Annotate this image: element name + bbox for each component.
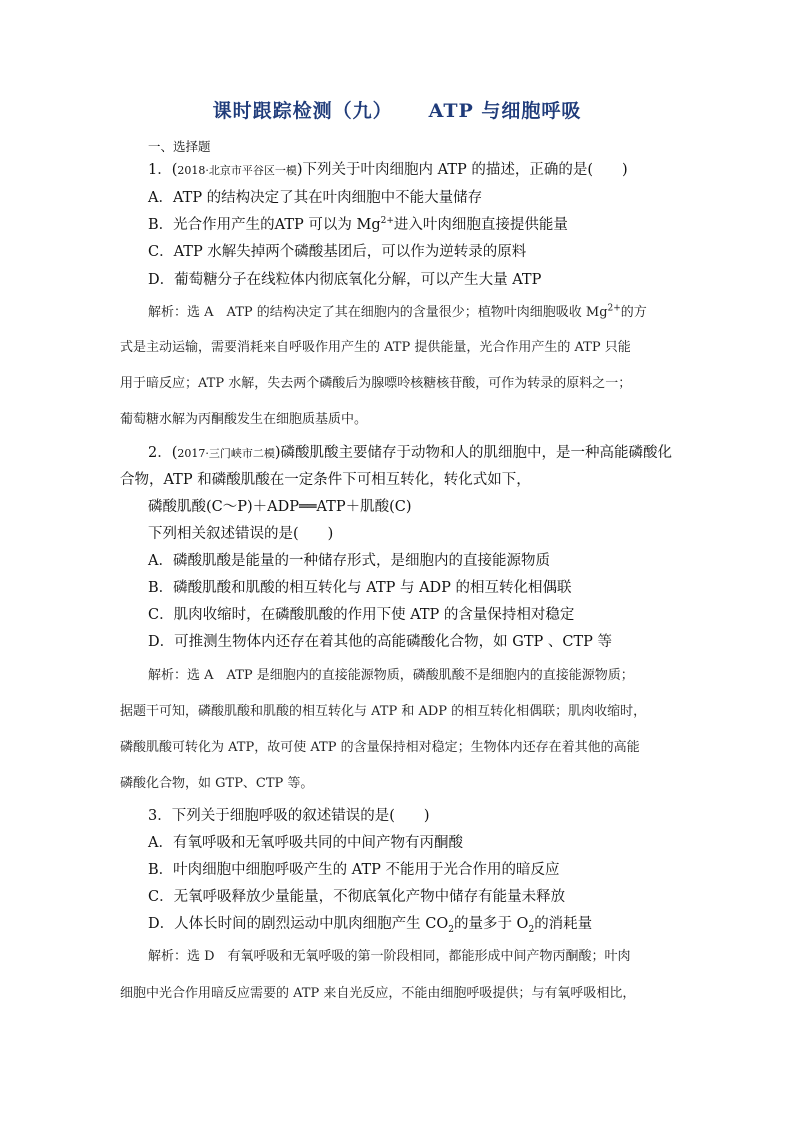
- section-heading: 一、选择题: [148, 139, 211, 154]
- question-1-analysis-line-2: 式是主动运输，需要消耗来自呼吸作用产生的 ATP 提供能量，光合作用产生的 ATP 只能: [120, 340, 631, 355]
- question-3-option-b: B．叶肉细胞中细胞呼吸产生的 ATP 不能用于光合作用的暗反应: [148, 862, 560, 878]
- question-3-option-d: D．人体长时间的剧烈运动中肌肉细胞产生 $CO_2$的量多于 $O_2$的消耗量: [148, 916, 593, 935]
- question-3-stem: 3．下列关于细胞呼吸的叙述错误的是( ): [148, 808, 430, 824]
- question-2-source: 2017·三门峡市二模: [177, 447, 275, 460]
- question-1-option-a: A．ATP 的结构决定了其在叶肉细胞中不能大量储存: [148, 190, 483, 206]
- question-2-option-d: D．可推测生物体内还存在着其他的高能磷酸化合物，如 GTP 、CTP 等: [148, 634, 612, 650]
- question-2-analysis-line-3: 磷酸肌酸可转化为 ATP，故可使 ATP 的含量保持相对稳定；生物体内还存在着其他的高能: [120, 740, 640, 755]
- title-sub: ATP 与细胞呼吸: [428, 100, 582, 122]
- question-2-stem: 2．(2017·三门峡市二模)磷酸肌酸主要储存于动物和人的肌细胞中，是一种高能磷酸化: [148, 445, 673, 461]
- question-1-option-d: D．葡萄糖分子在线粒体内彻底氧化分解，可以产生大量 ATP: [148, 272, 542, 288]
- question-1-analysis-line-1: 解析：选 A ATP 的结构决定了其在细胞内的含量很少；植物叶肉细胞吸收 $Mg^{2+}$的方: [148, 303, 647, 320]
- question-1-analysis-line-3: 用于暗反应；ATP 水解，失去两个磷酸后为腺嘌呤核糖核苷酸，可作为转录的原料之一；: [120, 376, 632, 391]
- question-1-option-b: B．光合作用产生的ATP 可以为 $Mg^{2+}$进入叶肉细胞直接提供能量: [148, 216, 568, 233]
- question-2-option-b: B．磷酸肌酸和肌酸的相互转化与 ATP 与 ADP 的相互转化相偶联: [148, 580, 572, 596]
- question-2-analysis-line-4: 磷酸化合物，如 GTP、CTP 等。: [120, 776, 314, 791]
- question-2-stem-line-2: 合物，ATP 和磷酸肌酸在一定条件下可相互转化，转化式如下，: [120, 472, 531, 488]
- question-3-analysis-line-1: 解析：选 D 有氧呼吸和无氧呼吸的第一阶段相同，都能形成中间产物丙酮酸；叶肉: [148, 949, 631, 964]
- title-main: 课时跟踪检测（九）: [212, 100, 393, 122]
- question-1-source: 2018·北京市平谷区一模: [177, 164, 297, 177]
- question-2-option-c: C．肌肉收缩时，在磷酸肌酸的作用下使 ATP 的含量保持相对稳定: [148, 607, 575, 623]
- question-2-analysis-line-1: 解析：选 A ATP 是细胞内的直接能源物质，磷酸肌酸不是细胞内的直接能源物质；: [148, 668, 634, 683]
- question-1-option-c: C．ATP 水解失掉两个磷酸基团后，可以作为逆转录的原料: [148, 244, 527, 260]
- question-3-option-c: C．无氧呼吸释放少量能量，不彻底氧化产物中储存有能量未释放: [148, 889, 566, 905]
- question-2-formula: 磷酸肌酸(C～P)＋ADP══ATP＋肌酸(C): [148, 499, 412, 515]
- question-2-stem-line-3: 下列相关叙述错误的是( ): [148, 526, 334, 542]
- question-3-analysis-line-2: 细胞中光合作用暗反应需要的 ATP 来自光反应，不能由细胞呼吸提供；与有氧呼吸相比，: [120, 986, 636, 1001]
- question-1-analysis-line-4: 葡萄糖水解为丙酮酸发生在细胞质基质中。: [120, 412, 368, 427]
- question-1-stem: 1．(2018·北京市平谷区一模)下列关于叶肉细胞内 ATP 的描述，正确的是( ): [148, 162, 628, 178]
- question-2-option-a: A．磷酸肌酸是能量的一种储存形式，是细胞内的直接能源物质: [148, 553, 550, 569]
- question-3-option-a: A．有氧呼吸和无氧呼吸共同的中间产物有丙酮酸: [148, 835, 463, 851]
- question-2-analysis-line-2: 据题干可知，磷酸肌酸和肌酸的相互转化与 ATP 和 ADP 的相互转化相偶联；肌肉收缩时，: [120, 704, 647, 719]
- page-title: [0, 96, 794, 123]
